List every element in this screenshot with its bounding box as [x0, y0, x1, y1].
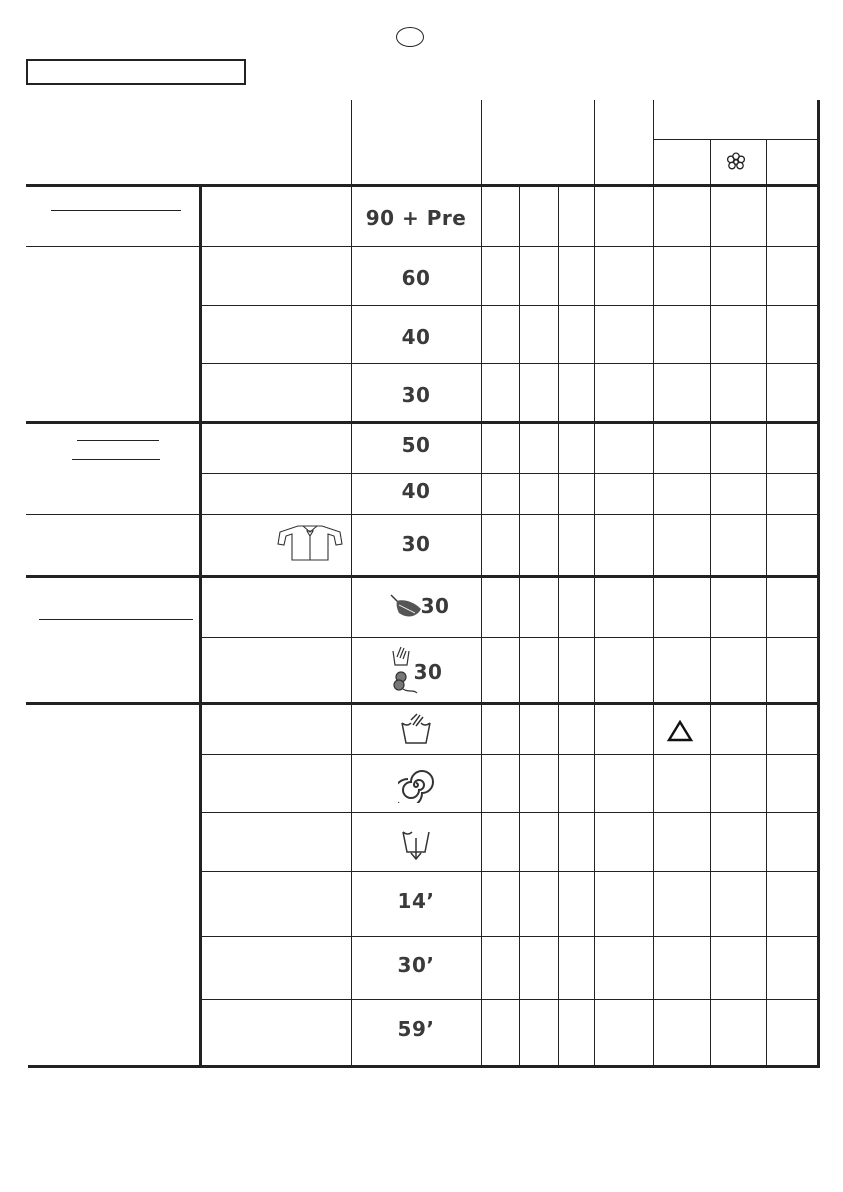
temperature-value: 50: [401, 433, 431, 457]
temperature-value: 30’: [397, 953, 435, 977]
table-bottom-border: [28, 1065, 820, 1068]
col-divider: [766, 139, 767, 1065]
col-divider: [710, 139, 711, 1065]
language-badge: [396, 27, 424, 47]
temperature-value: 90 + Pre: [365, 206, 467, 230]
group-divider: [26, 702, 820, 705]
handwash-wool-icon: [352, 643, 480, 697]
temperature-value: 40: [401, 479, 431, 503]
drain-icon: [352, 826, 480, 862]
program-name-divider: [199, 185, 202, 1068]
temperature-value: 59’: [397, 1017, 435, 1041]
row-divider: [199, 473, 820, 474]
row-divider: [199, 936, 820, 937]
temperature-value: 30: [413, 660, 443, 684]
row-divider: [199, 999, 820, 1000]
temperature-value: 60: [401, 266, 431, 290]
feather-icon: [352, 590, 480, 624]
row-divider: [199, 812, 820, 813]
triangle-icon: [667, 720, 693, 746]
row-divider: [199, 754, 820, 755]
header-bottom-border: [26, 184, 820, 187]
temperature-value: 30: [401, 383, 431, 407]
row-divider: [199, 363, 820, 364]
col-divider: [594, 100, 595, 1065]
col-divider: [351, 100, 352, 1068]
program-name-underline: [77, 440, 159, 441]
shirt-icon: [276, 522, 344, 566]
temperature-value: 30: [401, 532, 431, 556]
section-title-box: [26, 59, 246, 85]
temperature-value: 40: [401, 325, 431, 349]
col-divider: [519, 186, 520, 1065]
col-divider: [653, 100, 654, 1065]
row-divider: [199, 871, 820, 872]
options-group-line: [653, 139, 820, 140]
col-divider: [558, 186, 559, 1065]
group-divider: [26, 421, 820, 424]
col-divider: [481, 100, 482, 1068]
group-divider: [26, 575, 820, 578]
row-divider: [199, 637, 820, 638]
row-divider: [199, 305, 820, 306]
temperature-value: 14’: [397, 889, 435, 913]
program-name-underline: [72, 459, 160, 460]
rinse-icon: [352, 710, 480, 748]
softener-icon: [725, 151, 747, 177]
temperature-value: 30: [420, 594, 450, 618]
row-divider: [26, 514, 820, 515]
program-name-underline: [39, 619, 193, 620]
spin-icon: [352, 766, 480, 804]
row-divider: [26, 246, 820, 247]
table-right-border: [817, 100, 820, 1068]
program-name-underline: [51, 210, 181, 211]
